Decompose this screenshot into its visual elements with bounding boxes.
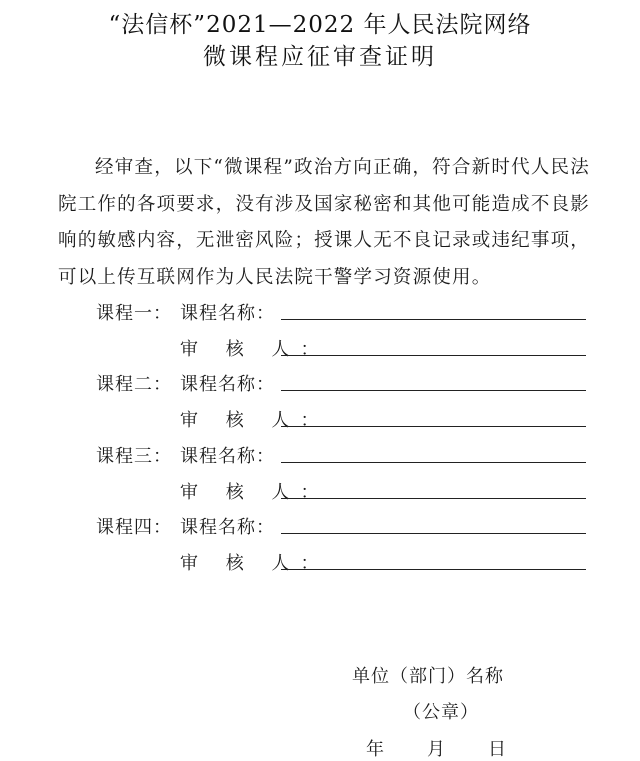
unit-name-label: 单位（部门）名称 bbox=[352, 666, 504, 687]
course-1-reviewer-label: 审 核 人： bbox=[180, 339, 330, 360]
date-year-label: 年 bbox=[366, 739, 385, 760]
course-4-name-label: 课程名称： bbox=[180, 517, 275, 538]
official-seal-label: （公章） bbox=[403, 702, 479, 723]
course-3-reviewer-field[interactable] bbox=[281, 498, 586, 499]
course-1-label: 课程一： bbox=[96, 303, 172, 324]
body-paragraph bbox=[58, 150, 590, 296]
course-1-name-field[interactable] bbox=[281, 319, 586, 320]
course-2-name-field[interactable] bbox=[281, 390, 586, 391]
document-title-line-2: 微课程应征审查证明 bbox=[203, 44, 437, 70]
course-3-name-label: 课程名称： bbox=[180, 446, 275, 467]
course-3-reviewer-label: 审 核 人： bbox=[180, 482, 330, 503]
course-1-name-label: 课程名称： bbox=[180, 303, 275, 324]
course-4-name-field[interactable] bbox=[281, 533, 586, 534]
date-day-label: 日 bbox=[488, 739, 507, 760]
course-4-reviewer-field[interactable] bbox=[281, 569, 586, 570]
date-month-label: 月 bbox=[427, 739, 446, 760]
course-1-reviewer-field[interactable] bbox=[281, 355, 586, 356]
course-2-name-label: 课程名称： bbox=[180, 374, 275, 395]
course-2-reviewer-label: 审 核 人： bbox=[180, 410, 330, 431]
body-paragraph-text: 经审查，以下“微课程”政治方向正确，符合新时代人民法院工作的各项要求，没有涉及国家秘密和其他可能造成不良影响的敏感内容，无泄密风险；授课人无不良记录或违纪事项，可以上传互联网作为人民法院干警学习资源使用。 bbox=[58, 157, 590, 288]
course-2-reviewer-field[interactable] bbox=[281, 426, 586, 427]
course-4-label: 课程四： bbox=[96, 517, 172, 538]
course-3-label: 课程三： bbox=[96, 446, 172, 467]
course-2-label: 课程二： bbox=[96, 374, 172, 395]
course-4-reviewer-label: 审 核 人： bbox=[180, 553, 330, 574]
document-title-line-1: “法信杯”2021—2022 年人民法院网络 bbox=[108, 12, 532, 38]
course-3-name-field[interactable] bbox=[281, 462, 586, 463]
